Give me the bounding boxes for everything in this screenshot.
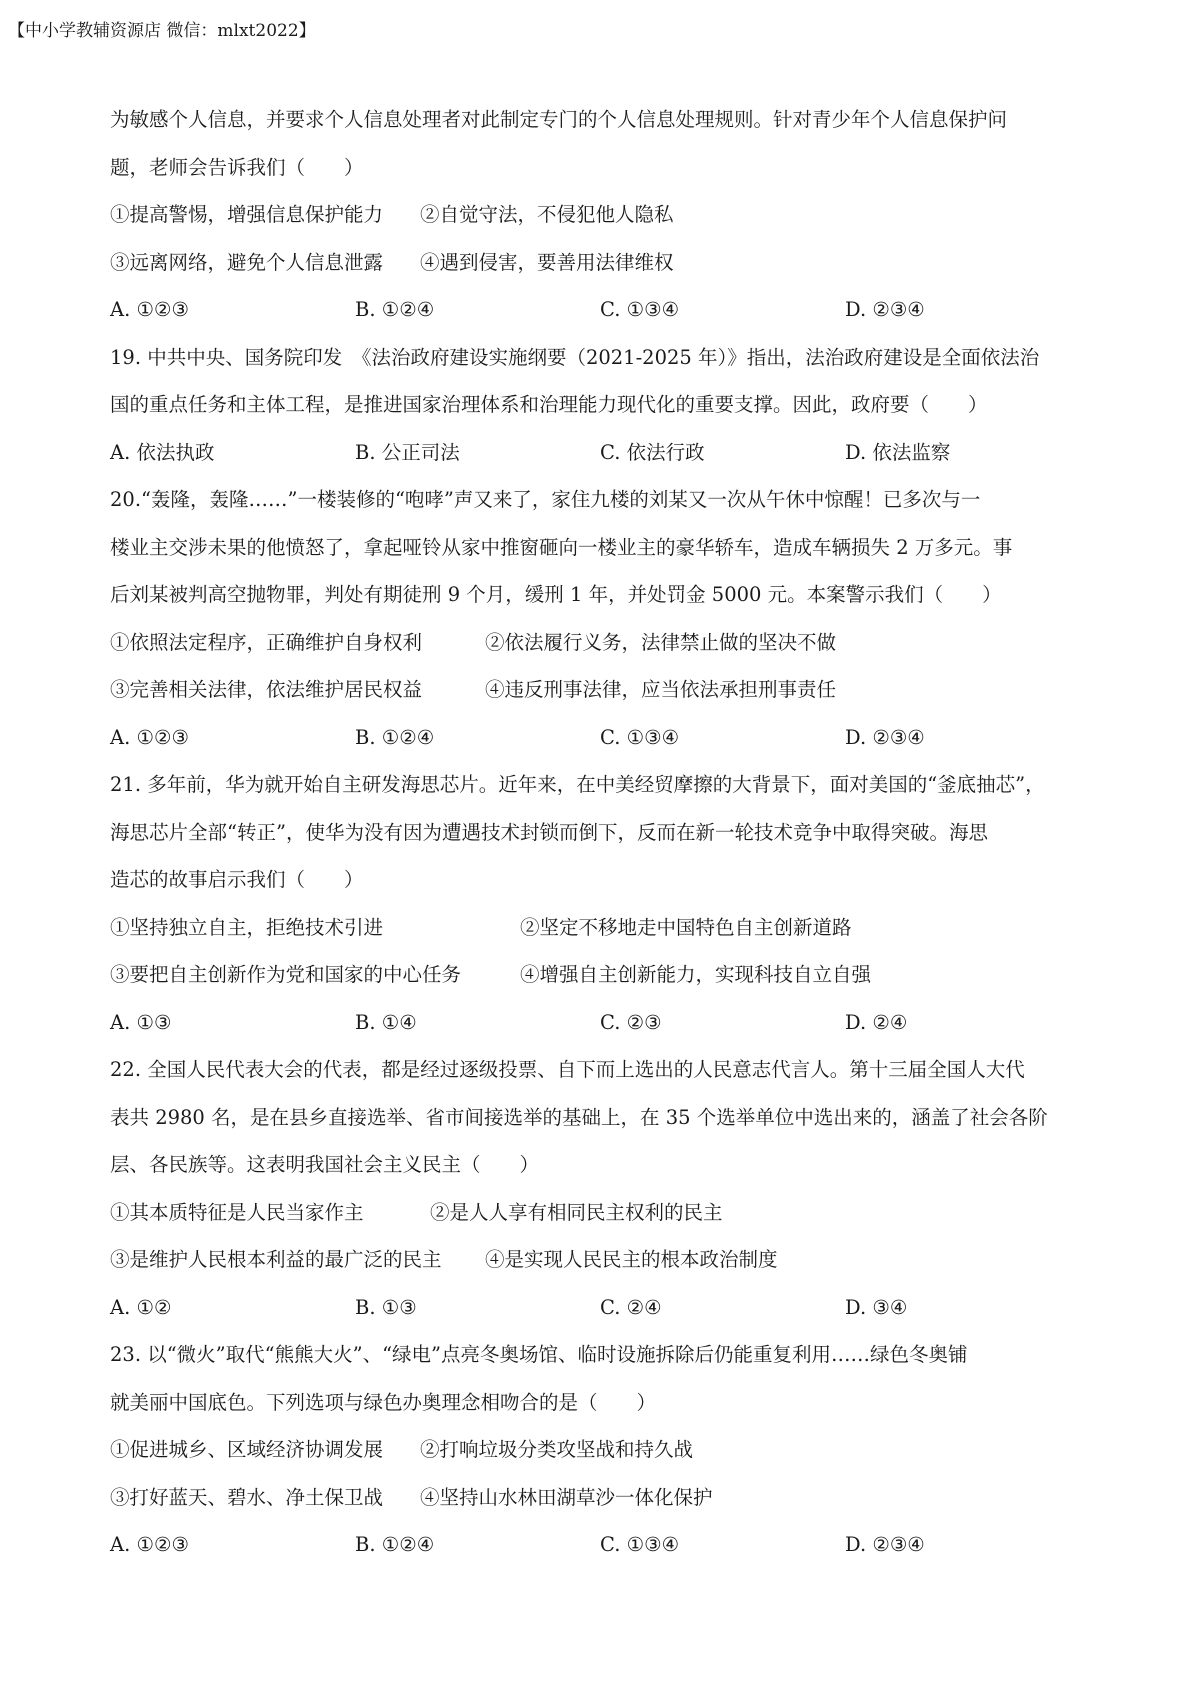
statement-3: ③要把自主创新作为党和国家的中心任务 (110, 963, 462, 986)
question-19 (110, 334, 1100, 477)
statement-4: ④增强自主创新能力，实现科技自立自强 (520, 963, 872, 986)
question-line: 后刘某被判高空抛物罪，判处有期徒刑 9 个月，缓刑 1 年，并处罚金 5000 元。本案警示我们（ ） (110, 583, 1002, 606)
option-c: C. 依法行政 (600, 440, 705, 464)
statement-2: ②依法履行义务，法律禁止做的坚决不做 (485, 630, 837, 654)
statement-row (110, 1236, 1100, 1284)
question-line: 题，老师会告诉我们（ ） (110, 155, 364, 179)
question-line: 19. 中共中央、国务院印发 《法治政府建设实施纲要（2021-2025 年）》指出，法治政府建设是全面依法治 (110, 345, 1040, 369)
statement-4: ④坚持山水林田湖草沙一体化保护 (420, 1485, 713, 1509)
statement-1: ①提高警惕，增强信息保护能力 (110, 203, 384, 226)
question-line: 21. 多年前，华为就开始自主研发海思芯片。近年来，在中美经贸摩擦的大背景下，面对美国的“釜底抽芯”， (110, 773, 1045, 796)
option-b: B. ①②④ (355, 298, 435, 321)
statement-row (110, 904, 1100, 952)
options-row (110, 1284, 1100, 1332)
question-23 (110, 1331, 1100, 1569)
option-c: C. ①③④ (600, 298, 680, 321)
question-20 (110, 476, 1100, 761)
statement-3: ③完善相关法律，依法维护居民权益 (110, 678, 423, 701)
option-a: A. ①②③ (110, 1533, 189, 1556)
statement-4: ④是实现人民民主的根本政治制度 (485, 1248, 778, 1271)
statement-row (110, 1474, 1100, 1522)
statement-1: ①促进城乡、区域经济协调发展 (110, 1438, 384, 1461)
option-a: A. ①②③ (110, 725, 189, 749)
statement-2: ②自觉守法，不侵犯他人隐私 (420, 203, 674, 226)
statement-4: ④遇到侵害，要善用法律维权 (420, 250, 674, 274)
option-b: B. ①②④ (355, 725, 435, 749)
statement-1: ①坚持独立自主，拒绝技术引进 (110, 915, 384, 939)
question-line: 为敏感个人信息，并要求个人信息处理者对此制定专门的个人信息处理规则。针对青少年个人信息保护问 (110, 108, 1008, 131)
question-line: 20.“轰隆，轰隆……”一楼装修的“咆哮”声又来了，家住九楼的刘某又一次从午休中惊醒！已多次与一 (110, 488, 981, 511)
statement-4: ④违反刑事法律，应当依法承担刑事责任 (485, 678, 837, 701)
statement-3: ③是维护人民根本利益的最广泛的民主 (110, 1248, 442, 1271)
option-b: B. ①④ (355, 1010, 417, 1034)
option-b: B. ①③ (355, 1295, 417, 1319)
question-line: 22. 全国人民代表大会的代表，都是经过逐级投票、自下而上选出的人民意志代言人。第十三届全国人大代 (110, 1058, 1025, 1081)
statement-3: ③远离网络，避免个人信息泄露 (110, 250, 384, 274)
statement-1: ①其本质特征是人民当家作主 (110, 1200, 364, 1224)
option-a: A. 依法执政 (110, 440, 215, 464)
exam-content (110, 96, 1100, 1569)
statement-row (110, 1189, 1100, 1237)
statement-2: ②坚定不移地走中国特色自主创新道路 (520, 915, 852, 939)
option-c: C. ②③ (600, 1010, 662, 1034)
option-d: D. 依法监察 (845, 440, 951, 464)
statement-row (110, 619, 1100, 667)
statement-2: ②是人人享有相同民主权利的民主 (430, 1200, 723, 1224)
options-row (110, 714, 1100, 762)
statement-row (110, 191, 1100, 239)
option-d: D. ③④ (845, 1295, 908, 1319)
option-a: A. ①③ (110, 1010, 172, 1034)
option-b: B. 公正司法 (355, 440, 460, 464)
statement-row (110, 666, 1100, 714)
question-line: 23. 以“微火”取代“熊熊大火”、“绿电”点亮冬奥场馆、临时设施拆除后仍能重复利用……绿色冬奥铺 (110, 1343, 968, 1366)
options-row (110, 429, 1100, 477)
watermark: 【中小学教辅资源店 微信：mlxt2022】 (8, 21, 316, 41)
option-d: D. ②③④ (845, 725, 925, 749)
option-c: C. ①③④ (600, 1533, 680, 1556)
question-line: 海思芯片全部“转正”，使华为没有因为遭遇技术封锁而倒下，反而在新一轮技术竞争中取得突破。海思 (110, 820, 988, 844)
options-row (110, 286, 1100, 334)
question-21 (110, 761, 1100, 1046)
option-d: D. ②④ (845, 1010, 908, 1034)
options-row (110, 999, 1100, 1047)
question-line: 层、各民族等。这表明我国社会主义民主（ ） (110, 1153, 540, 1176)
option-c: C. ①③④ (600, 725, 680, 749)
option-a: A. ①②③ (110, 298, 189, 321)
question-18 (110, 96, 1100, 334)
option-d: D. ②③④ (845, 298, 925, 321)
statement-2: ②打响垃圾分类攻坚战和持久战 (420, 1438, 694, 1461)
question-line: 表共 2980 名，是在县乡直接选举、省市间接选举的基础上，在 35 个选举单位中选出来的，涵盖了社会各阶 (110, 1105, 1048, 1129)
statement-row (110, 951, 1100, 999)
option-b: B. ①②④ (355, 1533, 435, 1556)
option-c: C. ②④ (600, 1295, 662, 1319)
statement-3: ③打好蓝天、碧水、净土保卫战 (110, 1485, 384, 1509)
options-row (110, 1521, 1100, 1569)
question-line: 国的重点任务和主体工程，是推进国家治理体系和治理能力现代化的重要支撑。因此，政府要（ ） (110, 393, 988, 416)
question-line: 就美丽中国底色。下列选项与绿色办奥理念相吻合的是（ ） (110, 1390, 657, 1414)
option-d: D. ②③④ (845, 1533, 925, 1556)
option-a: A. ①② (110, 1295, 172, 1319)
question-line: 造芯的故事启示我们（ ） (110, 868, 364, 891)
statement-1: ①依照法定程序，正确维护自身权利 (110, 630, 423, 654)
statement-row (110, 1426, 1100, 1474)
question-22 (110, 1046, 1100, 1331)
question-line: 楼业主交涉未果的他愤怒了，拿起哑铃从家中推窗砸向一楼业主的豪华轿车，造成车辆损失 2 万多元。事 (110, 535, 1013, 559)
statement-row (110, 239, 1100, 287)
